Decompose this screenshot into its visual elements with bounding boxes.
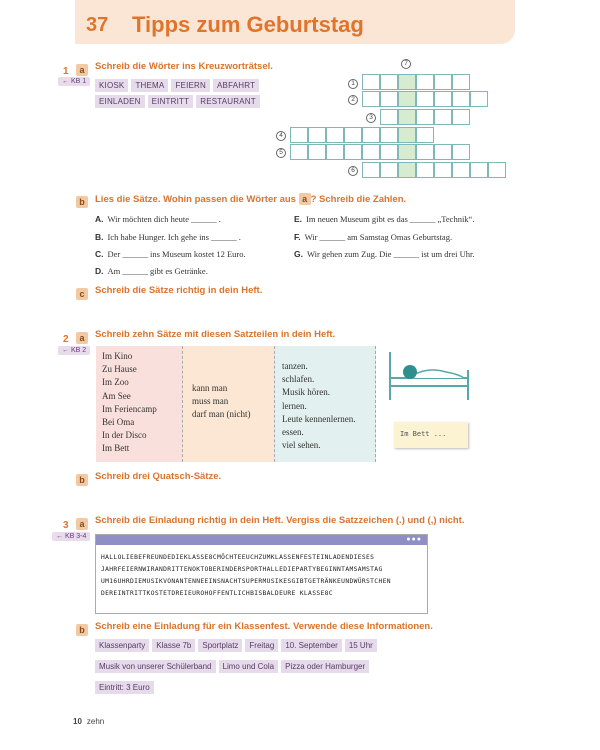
exercise-1b-letter: b — [76, 192, 88, 210]
crossword-cell — [380, 162, 398, 178]
exercise-3-number: 3 — [63, 520, 69, 531]
crossword-cell — [416, 74, 434, 90]
crossword-cell — [488, 162, 506, 178]
crossword-cell — [416, 144, 434, 160]
browser-title-bar — [96, 535, 427, 545]
kb-reference-1: ← KB 1 — [58, 77, 90, 86]
phrase-modal: darf man (nicht) — [192, 409, 251, 420]
phrase-place: Im Zoo — [102, 377, 129, 388]
crossword-cell — [398, 109, 416, 125]
crossword-cell — [434, 162, 452, 178]
exercise-2-number: 2 — [63, 334, 69, 345]
exercise-3b-instruction: Schreib eine Einladung für ein Klassenfest. Verwende diese Informationen. — [95, 621, 433, 632]
crossword-cell — [290, 127, 308, 143]
word-chip: FEIERN — [171, 79, 210, 92]
crossword-cell — [290, 144, 308, 160]
phrase-verb: lernen. — [282, 400, 307, 411]
exercise-2b-instruction: Schreib drei Quatsch-Sätze. — [95, 471, 222, 482]
phrase-verb: Musik hören. — [282, 387, 330, 398]
crossword-cell — [308, 144, 326, 160]
sentence-f: F. Wir ______ am Samstag Omas Geburtstag. — [294, 232, 453, 242]
page-number: 10 — [73, 717, 82, 726]
crossword-grid — [0, 0, 600, 190]
page-footer — [73, 717, 104, 726]
bed-illustration — [386, 348, 472, 402]
phrase-modal: kann man — [192, 383, 228, 393]
exercise-3b-letter: b — [76, 620, 88, 638]
sentence-b: B. Ich habe Hunger. Ich gehe ins ______ . — [95, 232, 241, 242]
phrase-place: Im Kino — [102, 351, 133, 361]
phrase-place: In der Disco — [102, 430, 147, 441]
crossword-number: 6 — [348, 166, 358, 176]
phrase-place: Zu Hause — [102, 364, 137, 375]
crossword-cell — [398, 74, 416, 90]
crossword-number: 2 — [348, 95, 358, 105]
example-note: Im Bett ... — [394, 422, 468, 448]
crossword-cell — [452, 74, 470, 90]
crossword-number: 5 — [276, 148, 286, 158]
phrase-verb: essen. — [282, 427, 304, 438]
info-chip: Musik von unserer Schülerband — [95, 660, 216, 673]
crossword-cell — [434, 109, 452, 125]
crossword-cell — [398, 127, 416, 143]
sentence-c: C. Der ______ ins Museum kostet 12 Euro. — [95, 249, 246, 259]
exercise-1-number: 1 — [63, 66, 69, 77]
exercise-3a-letter: a — [76, 514, 88, 532]
info-chip: Klasse 7b — [152, 639, 195, 652]
crossword-cell — [470, 91, 488, 107]
crossword-cell — [452, 91, 470, 107]
word-chip: RESTAURANT — [196, 95, 260, 108]
info-chips — [95, 635, 455, 698]
info-chip: Klassenparty — [95, 639, 149, 652]
crossword-cell — [380, 127, 398, 143]
crossword-number: 7 — [401, 59, 411, 69]
crossword-cell — [380, 74, 398, 90]
exercise-2a-instruction: Schreib zehn Sätze mit diesen Satzteilen in dein Heft. — [95, 329, 336, 340]
phrase-modal: muss man — [192, 396, 229, 407]
crossword-cell — [308, 127, 326, 143]
exercise-1a-instruction: Schreib die Wörter ins Kreuzworträtsel. — [95, 61, 273, 72]
page-word: zehn — [86, 717, 105, 726]
invitation-text-line: HALLOLIEBEFREUNDEDIEKLASSE8CMÖCHTEEUCHZUMKLASSENFESTEINLADENDIESES — [101, 554, 375, 561]
exercise-1b-instruction: Lies die Sätze. Wohin passen die Wörter aus a ? Schreib die Zahlen. — [95, 194, 407, 205]
exercise-3a-instruction: Schreib die Einladung richtig in dein Heft. Vergiss die Satzzeichen (.) und (,) nicht. — [95, 515, 465, 526]
phrase-column-modal — [182, 346, 274, 462]
exercise-1c-instruction: Schreib die Sätze richtig in dein Heft. — [95, 285, 263, 296]
exercise-1a-letter: a — [76, 60, 88, 78]
crossword-number: 3 — [366, 113, 376, 123]
column-divider — [274, 346, 275, 462]
word-chip: KIOSK — [95, 79, 128, 92]
invitation-text-line: JAHRFEIERNWIRANDRITTENOKTOBERINDERSPORTHALLEDIEPARTYBEGINNTAMSAMSTAG — [101, 566, 383, 573]
crossword-cell — [380, 109, 398, 125]
crossword-cell — [398, 91, 416, 107]
info-chip: Pizza oder Hamburger — [281, 660, 369, 673]
crossword-cell — [362, 162, 380, 178]
crossword-cell — [380, 144, 398, 160]
crossword-number: 1 — [348, 79, 358, 89]
phrase-column-place — [96, 346, 182, 462]
crossword-cell — [434, 144, 452, 160]
phrase-verb: schlafen. — [282, 374, 315, 385]
sentence-d: D. Am ______ gibt es Getränke. — [95, 266, 208, 276]
crossword-cell — [362, 91, 380, 107]
phrase-place: Bei Oma — [102, 417, 135, 428]
word-chip: THEMA — [131, 79, 168, 92]
crossword-cell — [416, 127, 434, 143]
phrase-column-verb — [274, 346, 376, 462]
page-title: Tipps zum Geburtstag — [132, 12, 364, 37]
info-chip: 15 Uhr — [345, 639, 377, 652]
crossword-cell — [416, 109, 434, 125]
phrase-verb: viel sehen. — [282, 440, 321, 451]
crossword-cell — [416, 162, 434, 178]
info-chip: Freitag — [245, 639, 278, 652]
crossword-cell — [380, 91, 398, 107]
word-chip: ABFAHRT — [213, 79, 259, 92]
exercise-1c-letter: c — [76, 284, 88, 302]
exercise-2a-letter: a — [76, 328, 88, 346]
info-chip: 10. September — [281, 639, 341, 652]
column-divider — [182, 346, 183, 462]
crossword-cell — [326, 144, 344, 160]
crossword-cell — [362, 127, 380, 143]
exercise-2b-letter: b — [76, 470, 88, 488]
crossword-cell — [434, 91, 452, 107]
sentence-g: G. Wir gehen zum Zug. Die ______ ist um drei Uhr. — [294, 249, 475, 259]
info-chip: Eintritt: 3 Euro — [95, 681, 154, 694]
crossword-cell — [434, 74, 452, 90]
invitation-browser-window — [95, 534, 428, 614]
word-chip: EINLADEN — [95, 95, 145, 108]
phrase-verb: tanzen. — [282, 361, 308, 371]
browser-dots-icon: ●●● — [406, 536, 422, 543]
kb-reference-3: ← KB 3-4 — [52, 532, 90, 541]
crossword-cell — [398, 144, 416, 160]
crossword-cell — [344, 127, 362, 143]
invitation-text-line: DEREINTRITTKOSTETDREIEUROHOFFENTLICHBISBALDEURE KLASSE8C — [101, 590, 333, 597]
phrase-place: Im Bett — [102, 443, 130, 454]
unit-number: 37 — [86, 14, 109, 36]
word-chip: EINTRITT — [148, 95, 194, 108]
invitation-text-line: UM16UHRDIEMUSIKVONANTENNEEINSNACHTSUPERMUSIKESGIBTGETRÄNKEUNDWÜRSTCHEN — [101, 578, 391, 585]
crossword-cell — [326, 127, 344, 143]
crossword-number: 4 — [276, 131, 286, 141]
kb-reference-2: ← KB 2 — [58, 346, 90, 355]
phrase-place: Am See — [102, 390, 131, 401]
phrase-verb: Leute kennenlernen. — [282, 413, 356, 424]
sentence-e: E. Im neuen Museum gibt es das ______ „Technik“. — [294, 214, 475, 224]
sentence-a: A. Wir möchten dich heute ______ . — [95, 214, 221, 224]
crossword-cell — [452, 162, 470, 178]
phrase-place: Im Feriencamp — [102, 403, 157, 414]
crossword-cell — [452, 144, 470, 160]
crossword-cell — [362, 144, 380, 160]
info-chip: Limo und Cola — [219, 660, 279, 673]
crossword-cell — [398, 162, 416, 178]
crossword-cell — [362, 74, 380, 90]
crossword-cell — [452, 109, 470, 125]
crossword-cell — [416, 91, 434, 107]
crossword-cell — [344, 144, 362, 160]
crossword-cell — [470, 162, 488, 178]
info-chip: Sportplatz — [198, 639, 242, 652]
